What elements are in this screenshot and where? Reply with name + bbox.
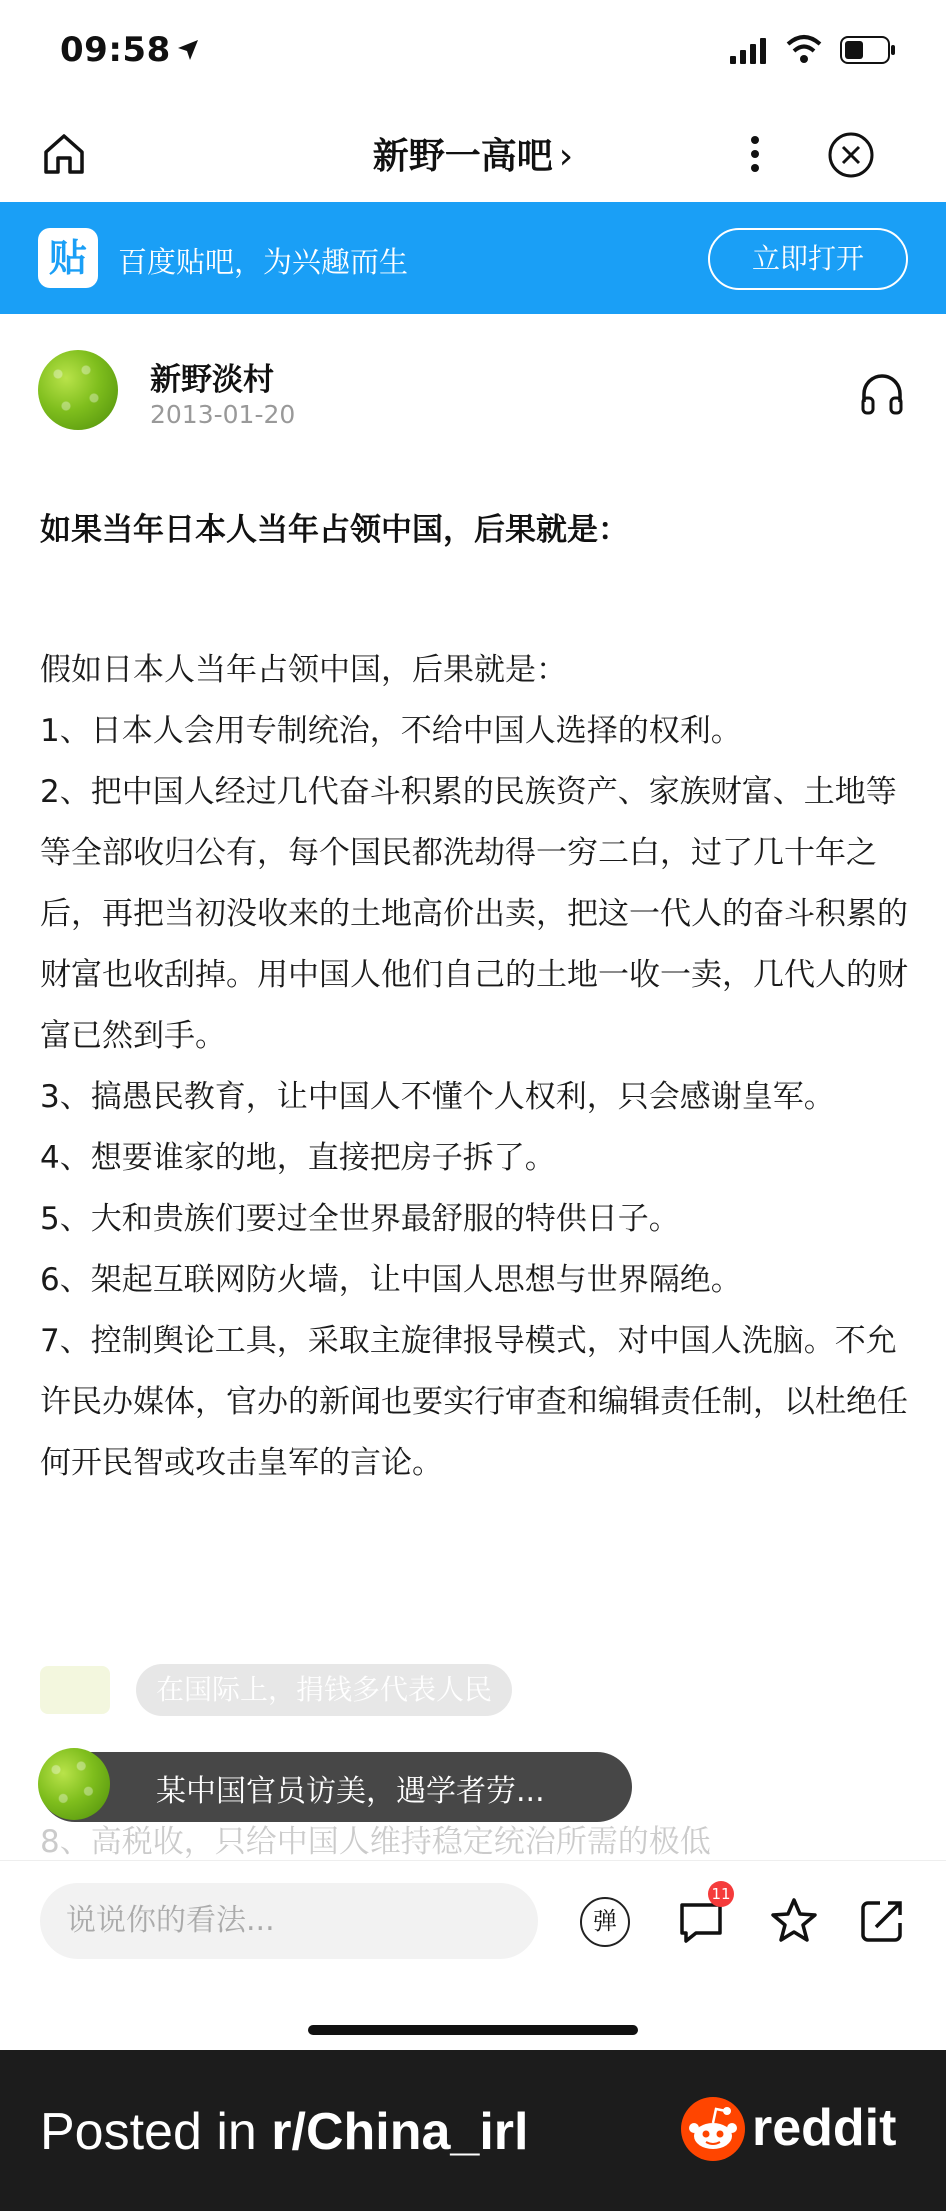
reddit-wordmark: reddit <box>752 2099 897 2157</box>
banner-slogan: 百度贴吧，为兴趣而生 <box>118 245 409 279</box>
comment-count-badge: 11 <box>708 1881 734 1907</box>
forum-title-text: 新野一高吧 <box>372 136 553 177</box>
more-icon[interactable] <box>740 130 770 178</box>
danmaku-toggle-button[interactable]: 弹 <box>580 1897 630 1947</box>
danmaku-avatar <box>38 1748 110 1820</box>
post-body <box>40 640 910 1494</box>
post-paragraph: 6、架起互联网防火墙，让中国人思想与世界隔绝。 <box>40 1262 742 1298</box>
chevron-right-icon: › <box>558 136 574 177</box>
danmaku-fading-avatar <box>40 1666 110 1714</box>
danmaku-text: 某中国官员访美，遇学者劳... <box>156 1774 545 1809</box>
tieba-banner <box>0 202 946 314</box>
post-paragraph-partial: 8、高税收，只给中国人维持稳定统治所需的极低 <box>40 1824 711 1860</box>
headphone-icon[interactable] <box>858 370 906 416</box>
post-paragraph: 3、搞愚民教育，让中国人不懂个人权利，只会感谢皇军。 <box>40 1079 835 1115</box>
nav-bar <box>0 110 946 202</box>
danmaku-bubble[interactable] <box>40 1752 632 1822</box>
post-title: 如果当年日本人当年占领中国，后果就是： <box>40 512 629 548</box>
status-bar <box>0 0 946 110</box>
battery-icon <box>840 36 896 64</box>
location-arrow-icon <box>176 38 200 62</box>
danmaku-fading-text: 在国际上，捐钱多代表人民 <box>136 1664 512 1716</box>
home-indicator <box>308 2025 638 2035</box>
status-time: 09:58 <box>60 30 171 70</box>
tieba-logo: 贴 <box>38 228 98 288</box>
signal-icon <box>730 38 770 64</box>
star-icon[interactable] <box>768 1895 820 1947</box>
post-paragraph: 4、想要谁家的地，直接把房子拆了。 <box>40 1140 556 1176</box>
bottom-bar <box>0 1860 946 2050</box>
posted-in-prefix: Posted in <box>40 2103 272 2161</box>
post-paragraph: 假如日本人当年占领中国，后果就是： <box>40 652 567 688</box>
forum-title[interactable] <box>0 128 946 179</box>
post-paragraph: 5、大和贵族们要过全世界最舒服的特供日子。 <box>40 1201 680 1237</box>
post-date: 2013-01-20 <box>150 400 296 429</box>
share-icon[interactable] <box>856 1895 908 1947</box>
author-avatar[interactable] <box>38 350 118 430</box>
subreddit-name: r/China_irl <box>271 2103 529 2161</box>
reddit-footer <box>0 2050 946 2211</box>
danmaku-fading <box>40 1662 640 1718</box>
reddit-logo-icon <box>680 2096 746 2162</box>
post-paragraph: 7、控制舆论工具，采取主旋律报导模式，对中国人洗脑。不允许民办媒体，官办的新闻也要实行审查和编辑责任制，以杜绝任何开民智或攻击皇军的言论。 <box>40 1323 908 1481</box>
post-paragraph: 1、日本人会用专制统治，不给中国人选择的权利。 <box>40 713 742 749</box>
close-icon[interactable] <box>826 130 876 180</box>
open-app-button[interactable]: 立即打开 <box>708 228 908 290</box>
posted-in-label <box>40 2102 528 2162</box>
post-paragraph: 2、把中国人经过几代奋斗积累的民族资产、家族财富、土地等等全部收归公有，每个国民都洗劫得一穷二白，过了几十年之后，再把当初没收来的土地高价出卖，把这一代人的奋斗积累的财富也收刮掉。用中国人他们自己的土地一收一卖，几代人的财富已然到手。 <box>40 774 908 1054</box>
wifi-icon <box>786 34 822 64</box>
author-name[interactable]: 新野淡村 <box>150 362 274 398</box>
comment-input[interactable]: 说说你的看法... <box>40 1883 538 1959</box>
